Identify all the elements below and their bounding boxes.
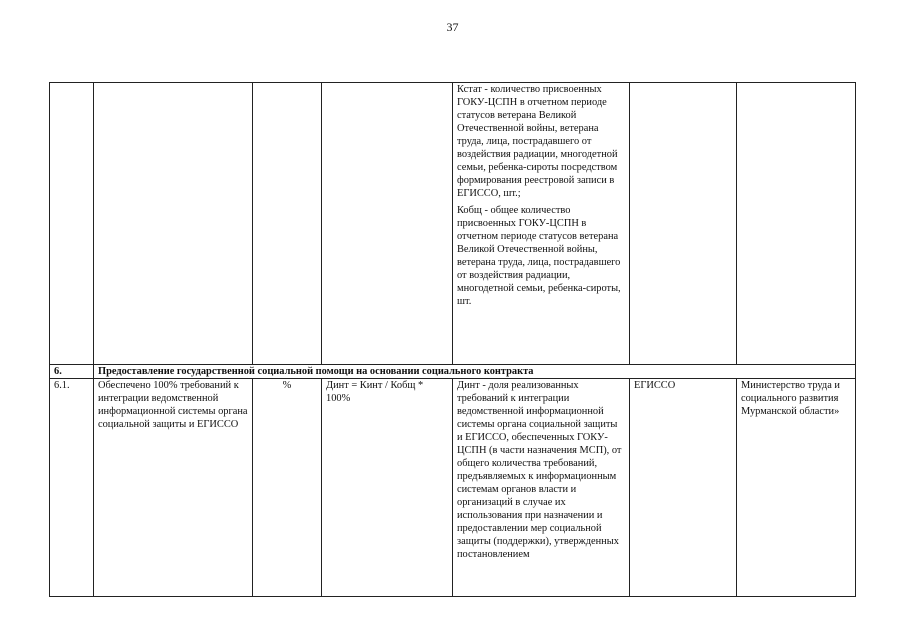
table-row [50, 379, 856, 597]
cell-number-empty [50, 83, 94, 365]
indicators-table [49, 82, 856, 597]
description-cell: Динт - доля реализованных требований к интеграции ведомственной информационной системы органа социальной защиты и ЕГИССО, обеспеченных ГОКУ-ЦСПН (в части назначения МСП), от общего количества требований, предъявляемых к информационным системам органов власти и организаций в случае их использования при назначении и предоставлении мер социальной защиты (поддержки), утвержденных постановлением [453, 379, 630, 597]
source-cell: ЕГИССО [630, 379, 737, 597]
cell-formula-description [453, 83, 630, 365]
unit-cell: % [253, 379, 322, 597]
cell-unit-empty [253, 83, 322, 365]
section-row [50, 365, 856, 379]
section-title: Предоставление государственной социальной помощи на основании социального контракта [94, 365, 856, 379]
cell-source-empty [630, 83, 737, 365]
formula-cell: Динт = Кинт / Кобщ * 100% [322, 379, 453, 597]
continuation-row [50, 83, 856, 365]
indicator-name: Обеспечено 100% требований к интеграции ведомственной информационной системы органа социальной защиты и ЕГИССО [94, 379, 253, 597]
cell-responsible-empty [737, 83, 856, 365]
kobshch-definition: Кобщ - общее количество присвоенных ГОКУ-ЦСПН в отчетном периоде статусов ветерана Великой Отечественной войны, ветерана труда, лица, пострадавшего от воздействия радиации, многодетной семьи, ребенка-сироты, шт. [457, 205, 621, 307]
cell-formula-empty [322, 83, 453, 365]
responsible-cell: Министерство труда и социального развития Мурманской области» [737, 379, 856, 597]
cell-indicator-empty [94, 83, 253, 365]
section-number: 6. [50, 365, 94, 379]
page-number: 37 [446, 20, 459, 34]
kstat-definition: Кстат - количество присвоенных ГОКУ-ЦСПН в отчетном периоде статусов ветерана Великой Отечественной войны, ветерана труда, лица, пострадавшего от воздействия радиации, многодетной семьи, ребенка-сироты посредством формирования реестровой записи в ЕГИССО, шт.; [457, 84, 618, 199]
row-number: 6.1. [50, 379, 94, 597]
